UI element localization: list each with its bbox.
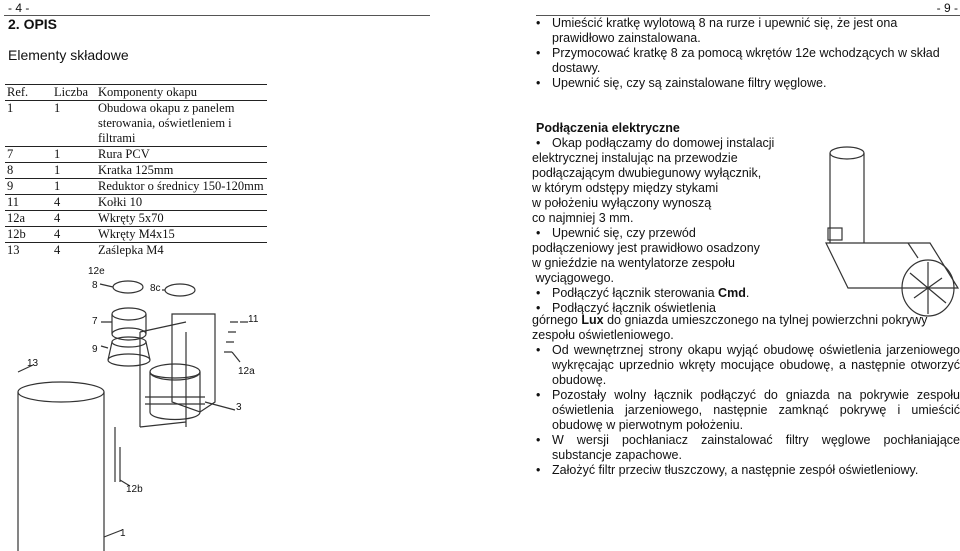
table-cell: 9 xyxy=(7,179,14,193)
inline-bold: Cmd xyxy=(718,286,746,300)
list-item-cont: elektrycznej instalując na przewodzie xyxy=(532,151,738,165)
parts-table xyxy=(5,84,267,259)
list-item: • Upewnić się, czy są zainstalowane filtry węglowe. xyxy=(532,76,958,91)
pvc-pipe xyxy=(112,314,146,334)
table-cell: Reduktor o średnicy 150-120mm xyxy=(98,179,264,193)
list-item-cont: podłączającym dwubiegunowy wyłącznik, xyxy=(532,166,762,180)
ring-8c xyxy=(165,284,195,296)
list-item-cont: w którym odstępy między stykami xyxy=(532,181,719,195)
list-item: • Od wewnętrznej strony okapu wyjąć obudowę oświetlenia jarzeniowego wykręcając uprzednio wkręty mocujące obudowę, a następnie otworzyć obudowę. xyxy=(532,343,960,388)
diagram-label-8c: 8c xyxy=(150,283,161,294)
table-cell: Zaślepka M4 xyxy=(98,243,164,257)
electrical-section-title: Podłączenia elektryczne xyxy=(536,121,680,135)
frame-rails xyxy=(140,322,186,427)
list-item-cont: podłączeniowy jest prawidłowo osadzony xyxy=(532,241,760,255)
table-cell: 8 xyxy=(7,163,14,177)
list-item-cont: wyciągowego. xyxy=(532,271,614,285)
table-cell: 1 xyxy=(54,101,61,115)
header-rule xyxy=(4,15,430,16)
list-item: • Umieścić kratkę wylotową 8 na rurze i upewnić się, że jest ona prawidłowo zainstalowana. xyxy=(532,16,958,46)
list-item: • Założyć filtr przeciw tłuszczowy, a następnie zespół oświetleniowy. xyxy=(532,463,960,478)
list-item: • Pozostały wolny łącznik podłączyć do gniazda na pokrywie zespołu oświetlenia jarzeniowego, następnie zamknąć pokrywę i umieścić obudowę w pierwotnym położeniu. xyxy=(532,388,960,433)
table-cell: Kołki 10 xyxy=(98,195,143,209)
table-cell: 7 xyxy=(7,147,14,161)
subsection-title: Elementy składowe xyxy=(8,47,129,63)
list-item-cont: zespołu oświetleniowego. xyxy=(532,328,674,342)
diagram-label-3: 3 xyxy=(236,402,242,413)
table-row xyxy=(5,147,267,163)
inline-text: do gniazda umieszczonego na tylnej powierzchni pokrywy xyxy=(603,313,928,327)
exploded-diagram xyxy=(0,262,270,551)
table-cell: 12b xyxy=(7,227,26,241)
diagram-label-7: 7 xyxy=(92,316,98,327)
hood-body-outline xyxy=(18,392,104,551)
table-cell: Wkręty M4x15 xyxy=(98,227,175,241)
table-row xyxy=(5,179,267,195)
electrical-bullets-2 xyxy=(532,313,960,478)
table-cell: 4 xyxy=(54,195,61,209)
list-item: • Podłączyć łącznik oświetlenia xyxy=(532,301,822,316)
top-bullet-list xyxy=(532,16,958,91)
table-cell: Obudowa okapu z panelem sterowania, oświetleniem i filtrami xyxy=(98,101,235,145)
inline-bold: Lux xyxy=(581,313,604,327)
table-row xyxy=(5,227,267,243)
grille-8 xyxy=(113,281,143,293)
diagram-label-12e: 12e xyxy=(88,266,105,277)
table-cell: 1 xyxy=(54,163,61,177)
electrical-diagram xyxy=(818,138,960,328)
electrical-bullets-1 xyxy=(532,136,822,316)
diagram-label-13: 13 xyxy=(27,358,39,369)
table-cell: 12a xyxy=(7,211,26,225)
table-row xyxy=(5,243,267,259)
table-cell: 4 xyxy=(54,227,61,241)
reducer-top xyxy=(112,337,146,347)
diagram-label-12a: 12a xyxy=(238,366,255,377)
inline-text: . xyxy=(745,286,750,300)
list-item: • Upewnić się, czy przewód xyxy=(532,226,822,241)
table-cell: 4 xyxy=(54,243,61,257)
table-row xyxy=(5,195,267,211)
table-cell: 1 xyxy=(54,179,61,193)
hood-pipe xyxy=(830,153,864,243)
hood-pipe-top xyxy=(830,147,864,159)
list-item xyxy=(532,286,822,301)
table-row xyxy=(5,101,267,147)
table-cell: 13 xyxy=(7,243,20,257)
table-cell: 1 xyxy=(7,101,14,115)
list-item: • W wersji pochłaniacz zainstalować filtry węglowe pochłaniające substancje zapachowe. xyxy=(532,433,960,463)
page-number: - 9 - xyxy=(936,1,958,15)
table-cell: 4 xyxy=(54,211,61,225)
table-cell: Kratka 125mm xyxy=(98,163,174,177)
list-item-cont: co najmniej 3 mm. xyxy=(532,211,634,225)
table-header-row xyxy=(5,85,267,101)
page-number: - 4 - xyxy=(8,1,30,15)
table-header: Liczba xyxy=(54,85,89,99)
hood-body-top xyxy=(18,382,104,402)
table-row xyxy=(5,163,267,179)
section-title: 2. OPIS xyxy=(8,16,58,32)
pvc-pipe-top xyxy=(112,308,146,320)
table-cell: 1 xyxy=(54,147,61,161)
list-item: • Okap podłączamy do domowej instalacji xyxy=(532,136,822,151)
list-item-cont: w położeniu wyłączony wynoszą xyxy=(532,196,712,210)
inline-text: górnego xyxy=(532,313,582,327)
diagram-label-12b: 12b xyxy=(126,484,143,495)
inline-text: Podłączyć łącznik sterowania xyxy=(552,286,719,300)
table-cell: Rura PCV xyxy=(98,147,150,161)
diagram-label-1: 1 xyxy=(120,528,126,539)
list-item-cont: w gnieździe na wentylatorze zespołu xyxy=(532,256,735,270)
table-row xyxy=(5,211,267,227)
leader-lines xyxy=(18,284,248,537)
diagram-label-9: 9 xyxy=(92,344,98,355)
reducer-bottom xyxy=(108,354,150,366)
table-cell: Wkręty 5x70 xyxy=(98,211,164,225)
screws-12b xyxy=(115,427,120,482)
list-item: • Przymocować kratkę 8 za pomocą wkrętów 12e wchodzących w skład dostawy. xyxy=(532,46,958,76)
diagram-label-11: 11 xyxy=(248,314,259,325)
table-header: Komponenty okapu xyxy=(98,85,197,99)
diagram-label-8: 8 xyxy=(92,280,98,291)
screws xyxy=(224,322,238,352)
table-header: Ref. xyxy=(7,85,29,99)
fan-unit xyxy=(150,372,200,420)
leader-line xyxy=(908,243,918,258)
table-cell: 11 xyxy=(7,195,20,209)
